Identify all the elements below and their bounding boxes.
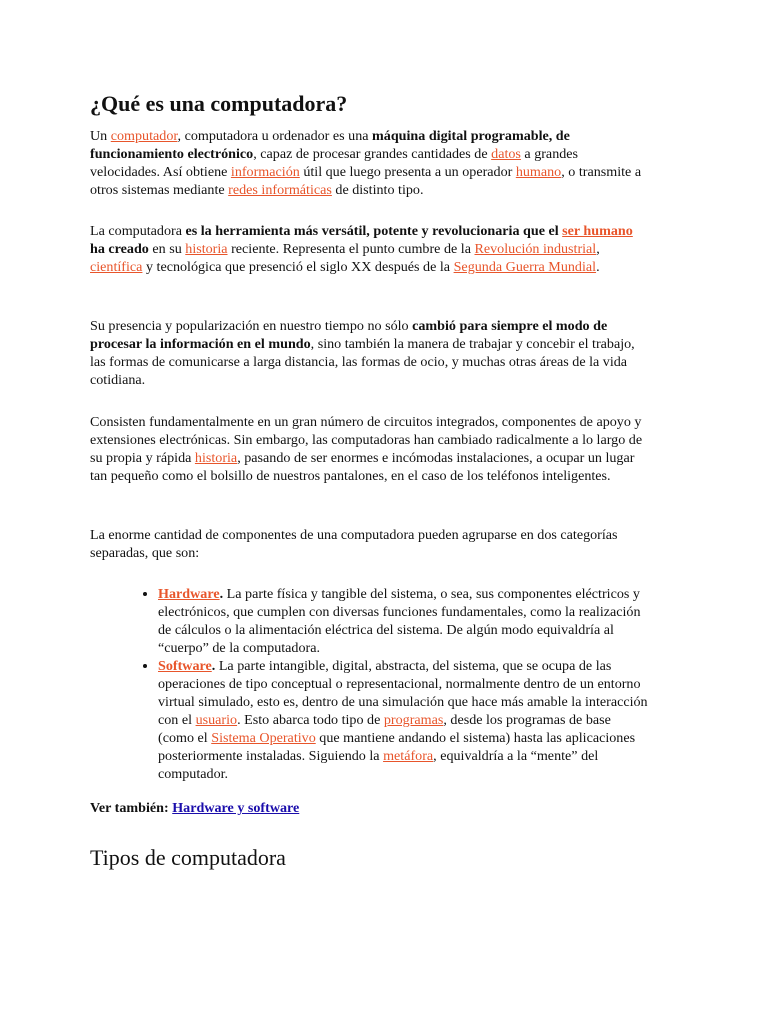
link-humano[interactable]: humano [515,164,562,180]
text: La parte física y tangible del sistema, o sea, sus componentes eléctricos y electrónicos, que cumplen con diversas funciones fundamentales, como la realización de cálculos o la alimentación eléctrica del sistema. De algún modo equivaldría al “cuerpo” de la computadora. [158,586,641,656]
text: Un [90,128,111,144]
paragraph-categorias [90,526,650,562]
category-list [90,585,650,783]
text: a grandes velocidades. Así obtiene [90,146,579,180]
paragraph-intro [90,127,650,199]
link-usuario[interactable]: usuario [195,712,238,728]
list-item-software [158,657,650,783]
text: . Esto abarca todo tipo de [237,712,384,728]
text: útil que luego presenta a un operador [299,164,516,180]
text: , equivaldría a la “mente” del computador. [158,748,599,782]
text: La computadora [90,223,186,239]
link-ser-humano[interactable]: ser humano [562,223,633,239]
bold-text: es la herramienta más versátil, potente y revolucionaria que el [185,223,563,239]
text: . [596,259,600,275]
link-cientifica[interactable]: científica [90,259,143,275]
link-programas[interactable]: programas [383,712,444,728]
section-title-tipos: Tipos de computadora [90,845,286,870]
link-segunda-guerra-mundial[interactable]: Segunda Guerra Mundial [453,259,597,275]
link-metafora[interactable]: metáfora [383,748,434,764]
paragraph-herramienta [90,222,650,276]
link-sistema-operativo[interactable]: Sistema Operativo [211,730,316,746]
link-software[interactable]: Software [158,658,212,674]
see-also [90,799,650,817]
link-datos[interactable]: datos [491,146,521,162]
text: , [596,241,600,257]
text: Su presencia y popularización en nuestro tiempo no sólo [90,318,413,334]
see-also-label: Ver también: [90,800,173,816]
text: , capaz de procesar grandes cantidades de [253,146,492,162]
link-historia-2[interactable]: historia [194,450,238,466]
text: reciente. Representa el punto cumbre de la [227,241,475,257]
link-hardware[interactable]: Hardware [158,586,220,602]
text: de distinto tipo. [331,182,424,198]
text: . [219,586,224,602]
text: que mantiene andando el sistema) hasta las aplicaciones posteriormente instaladas. Siguiendo la [158,730,636,764]
text: La enorme cantidad de componentes de una computadora pueden agruparse en dos categorías separadas, que son: [90,527,618,561]
paragraph-circuitos [90,413,650,485]
link-redes-informaticas[interactable]: redes informáticas [228,182,332,198]
text: , o transmite a otros sistemas mediante [90,164,642,198]
text: , pasando de ser enormes e incómodas instalaciones, a ocupar un lugar tan pequeño como el bolsillo de nuestros pantalones, en el caso de los teléfonos inteligentes. [90,450,635,484]
text: , computadora u ordenador es una [177,128,373,144]
page-title: ¿Qué es una computadora? [90,91,348,116]
link-revolucion-industrial[interactable]: Revolución industrial [474,241,597,257]
text: en su [148,241,186,257]
bold-text: cambió para siempre el modo de procesar la información en el mundo [90,318,608,352]
text: , sino también la manera de trabajar y concebir el trabajo, las formas de comunicarse a larga distancia, las formas de ocio, y muchas otras áreas de la vida cotidiana. [90,336,635,388]
bold-text: ha creado [90,241,149,257]
list-item-hardware [158,585,650,657]
paragraph-presencia [90,317,650,389]
link-informacion[interactable]: información [230,164,300,180]
link-computador[interactable]: computador [110,128,178,144]
text: , desde los programas de base (como el [158,712,611,746]
text: y tecnológica que presenció el siglo XX después de la [142,259,454,275]
link-hardware-y-software[interactable]: Hardware y software [172,800,300,816]
bold-text: máquina digital programable, de funcionamiento electrónico [90,128,570,162]
text: Consisten fundamentalmente en un gran número de circuitos integrados, componentes de apoyo y extensiones electrónicas. Sin embargo, las computadoras han cambiado radicalmente a lo largo de su propia y rápida [90,414,643,466]
text: . [211,658,216,674]
link-historia[interactable]: historia [185,241,228,257]
text: La parte intangible, digital, abstracta, del sistema, que se ocupa de las operaciones de tipo conceptual o representacional, normalmente dentro de un entorno virtual simulado, esto es, dentro de una simulación que hace más amable la interacción con el [158,658,648,728]
